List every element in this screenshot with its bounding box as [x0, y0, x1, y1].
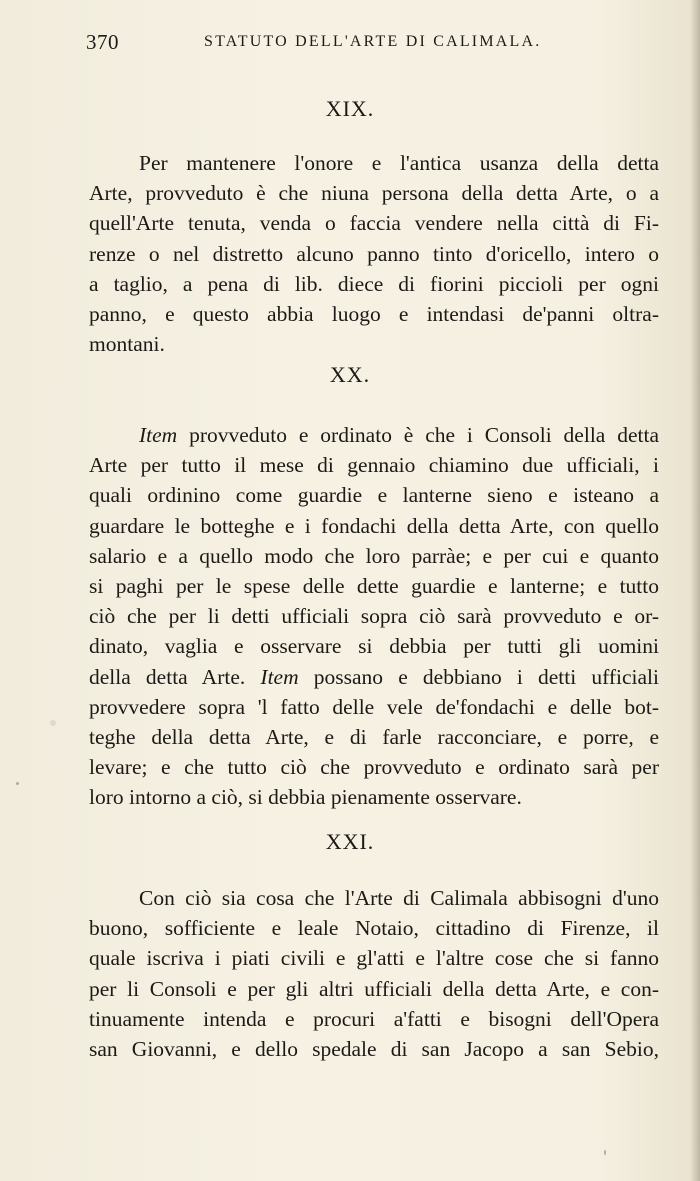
paragraph-xix — [89, 148, 659, 359]
text-line: provvedere sopra 'l fatto delle vele de'fondachi e delle bot- — [89, 694, 659, 719]
text-line: montani. — [89, 332, 165, 357]
paper-speck — [604, 1150, 606, 1155]
text-line: Per mantenere l'onore e l'antica usanza della detta — [139, 151, 659, 175]
text-line: quell'Arte tenuta, venda o faccia vendere nella città di Fi- — [89, 211, 659, 236]
text-line: levare; e che tutto ciò che provveduto e ordinato sarà per — [89, 755, 659, 780]
text-line: loro intorno a ciò, si debbia pienamente osservare. — [89, 785, 522, 810]
section-heading-xx: XX. — [329, 362, 371, 387]
text-line: salario e a quello modo che loro parràe; e per cui e quanto — [89, 543, 659, 568]
text-line: panno, e questo abbia luogo e intendasi de'panni oltra- — [89, 301, 659, 326]
text-line: si paghi per le spese delle dette guardie e lanterne; e tutto — [89, 573, 659, 598]
text-line: Arte per tutto il mese di gennaio chiamino due ufficiali, i — [89, 453, 659, 478]
text-line: san Giovanni, e dello spedale di san Jacopo a san Sebio, — [89, 1036, 659, 1061]
text-line: renze o nel distretto alcuno panno tinto d'oricello, intero o — [89, 241, 659, 266]
text-line: Arte, provveduto è che niuna persona della detta Arte, o a — [89, 181, 659, 206]
italic-item-word: Item — [260, 664, 299, 689]
page-edge-shadow — [690, 0, 700, 1181]
text-line: guardare le botteghe e i fondachi della detta Arte, con quello — [89, 513, 659, 538]
section-heading-xxi: XXI. — [325, 829, 375, 854]
text-line: Con ciò sia cosa che l'Arte di Calimala abbisogni d'uno — [139, 886, 659, 910]
text-line — [89, 420, 659, 450]
text-fragment: provveduto e ordinato è che i Consoli della detta — [189, 423, 659, 447]
paper-speck — [16, 782, 19, 785]
page-header — [86, 30, 666, 58]
running-title: STATUTO DELL'ARTE DI CALIMALA. — [204, 33, 542, 50]
text-line: tinuamente intenda e procuri a'fatti e bisogni dell'Opera — [89, 1006, 659, 1031]
italic-item-word: Item — [139, 423, 178, 447]
paragraph-xxi — [89, 883, 659, 1064]
text-line: per li Consoli e per gli altri ufficiali della detta Arte, e con- — [89, 976, 659, 1001]
paragraph-xx — [89, 420, 659, 812]
text-fragment: possano e debbiano i detti ufficiali — [313, 664, 659, 689]
paper-speck — [50, 720, 56, 726]
page-number: 370 — [86, 30, 119, 54]
section-heading-xix: XIX. — [325, 96, 375, 121]
text-line: dinato, vaglia e osservare si debbia per tutti gli uomini — [89, 634, 659, 659]
text-line: quali ordinino come guardie e lanterne sieno e isteano a — [89, 483, 659, 508]
text-line: quale iscriva i piati civili e gl'atti e l'altre cose che si fanno — [89, 946, 659, 971]
text-fragment: della detta Arte. — [89, 664, 246, 689]
text-line: teghe della detta Arte, e di farle racconciare, e porre, e — [89, 724, 659, 749]
text-line: a taglio, a pena di lib. diece di fiorini piccioli per ogni — [89, 271, 659, 296]
text-line — [89, 662, 659, 692]
text-line: buono, sofficiente e leale Notaio, cittadino di Firenze, il — [89, 916, 659, 941]
text-line: ciò che per li detti ufficiali sopra ciò sarà provveduto e or- — [89, 604, 659, 629]
